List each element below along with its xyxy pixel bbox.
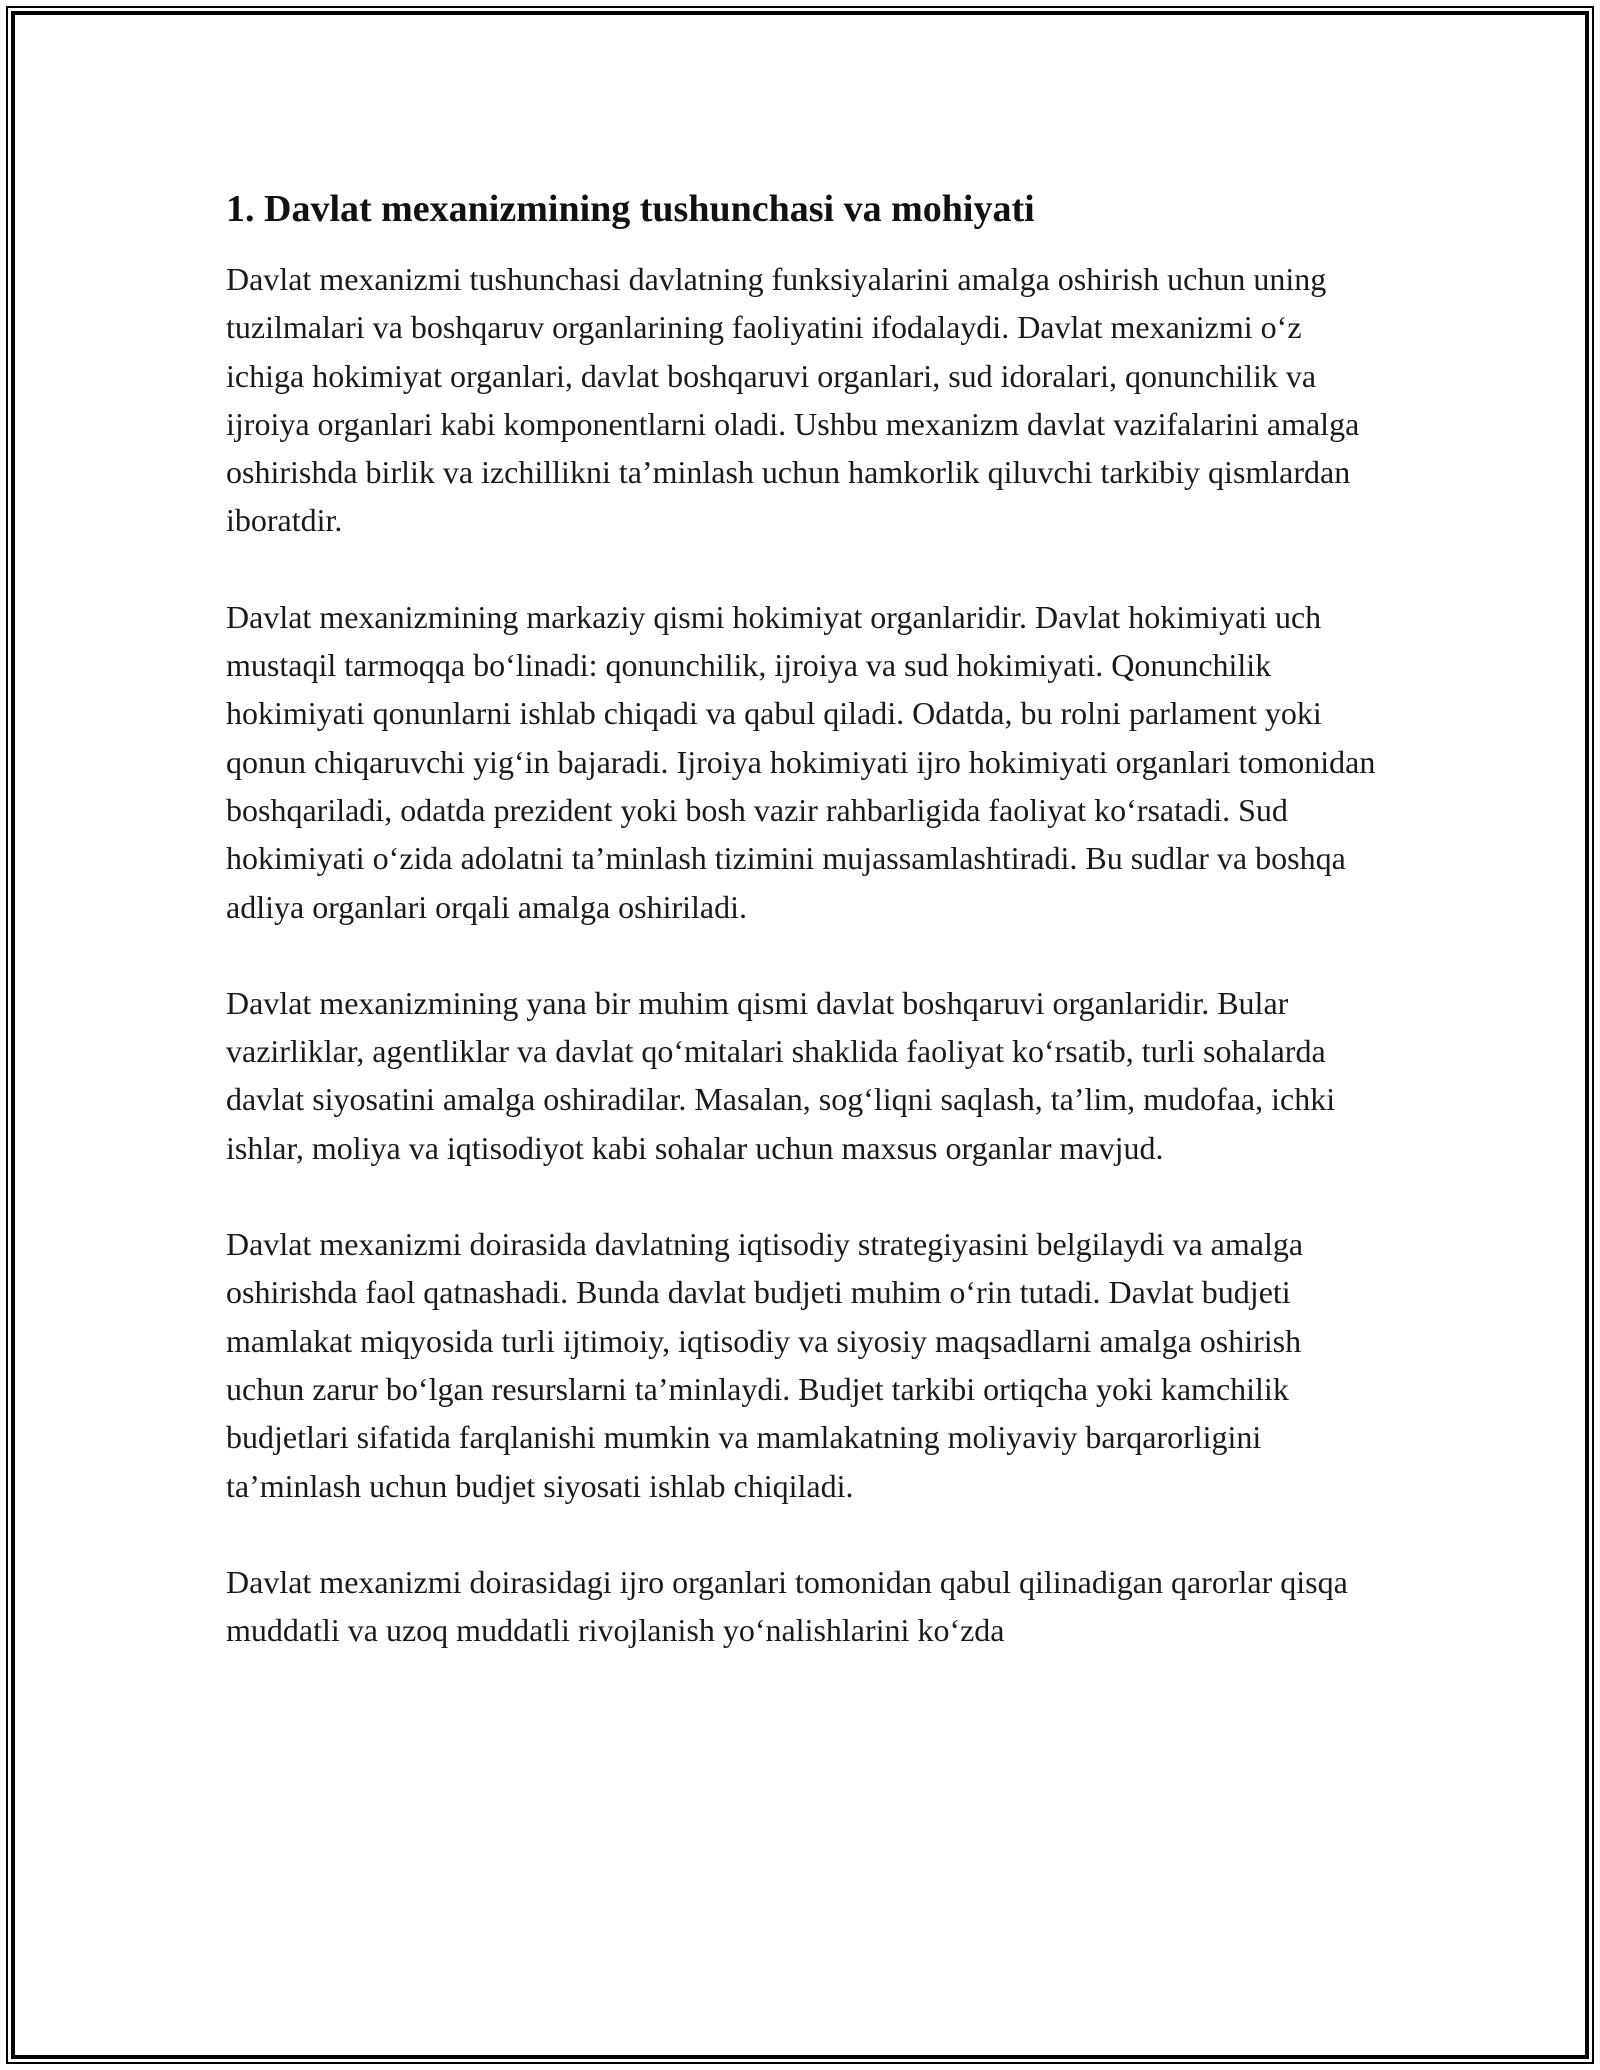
paragraph-2: Davlat mexanizmining markaziy qismi hokimiyat organlaridir. Davlat hokimiyati uch mustaqil tarmoqqa bo‘linadi: qonunchilik, ijroiya va sud hokimiyati. Qonunchilik hokimiyati qonunlarni ishlab chiqadi va qabul qiladi. Odatda, bu rolni parlament yoki qonun chiqaruvchi yig‘in bajaradi. Ijroiya hokimiyati ijro hokimiyati organlari tomonidan boshqariladi, odatda prezident yoki bosh vazir rahbarligida faoliyat ko‘rsatadi. Sud hokimiyati o‘zida adolatni ta’minlash tizimini mujassamlashtiradi. Bu sudlar va boshqa adliya organlari orqali amalga oshiriladi. [226,598,1376,925]
paragraph-3: Davlat mexanizmining yana bir muhim qismi davlat boshqaruvi organlaridir. Bular vazirliklar, agentliklar va davlat qo‘mitalari shaklida faoliyat ko‘rsatib, turli sohalarda davlat siyosatini amalga oshiradilar. Masalan, sog‘liqni saqlash, ta’lim, mudofaa, ichki ishlar, moliya va iqtisodiyot kabi sohalar uchun maxsus organlar mavjud. [226,984,1336,1166]
paragraph-5: Davlat mexanizmi doirasidagi ijro organlari tomonidan qabul qilinadigan qarorlar qisqa muddatli va uzoq muddatli rivojlanish yo‘nalishlarini ko‘zda [226,1563,1348,1649]
document-body [226,185,1386,1702]
paragraph-1: Davlat mexanizmi tushunchasi davlatning funksiyalarini amalga oshirish uchun uning tuzilmalari va boshqaruv organlarining faoliyatini ifodalaydi. Davlat mexanizmi o‘z ichiga hokimiyat organlari, davlat boshqaruvi organlari, sud idoralari, qonunchilik va ijroiya organlari kabi komponentlarni oladi. Ushbu mexanizm davlat vazifalarini amalga oshirishda birlik va izchillikni ta’minlash uchun hamkorlik qiluvchi tarkibiy qismlardan iboratdir. [226,261,1360,539]
paragraph-4: Davlat mexanizmi doirasida davlatning iqtisodiy strategiyasini belgilaydi va amalga oshirishda faol qatnashadi. Bunda davlat budjeti muhim o‘rin tutadi. Davlat budjeti mamlakat miqyosida turli ijtimoiy, iqtisodiy va siyosiy maqsadlarni amalga oshirish uchun zarur bo‘lgan resurslarni ta’minlaydi. Budjet tarkibi ortiqcha yoki kamchilik budjetlari sifatida farqlanishi mumkin va mamlakatning moliyaviy barqarorligini ta’minlash uchun budjet siyosati ishlab chiqiladi. [226,1226,1304,1504]
section-heading: 1. Davlat mexanizmining tushunchasi va mohiyati [226,188,1035,230]
